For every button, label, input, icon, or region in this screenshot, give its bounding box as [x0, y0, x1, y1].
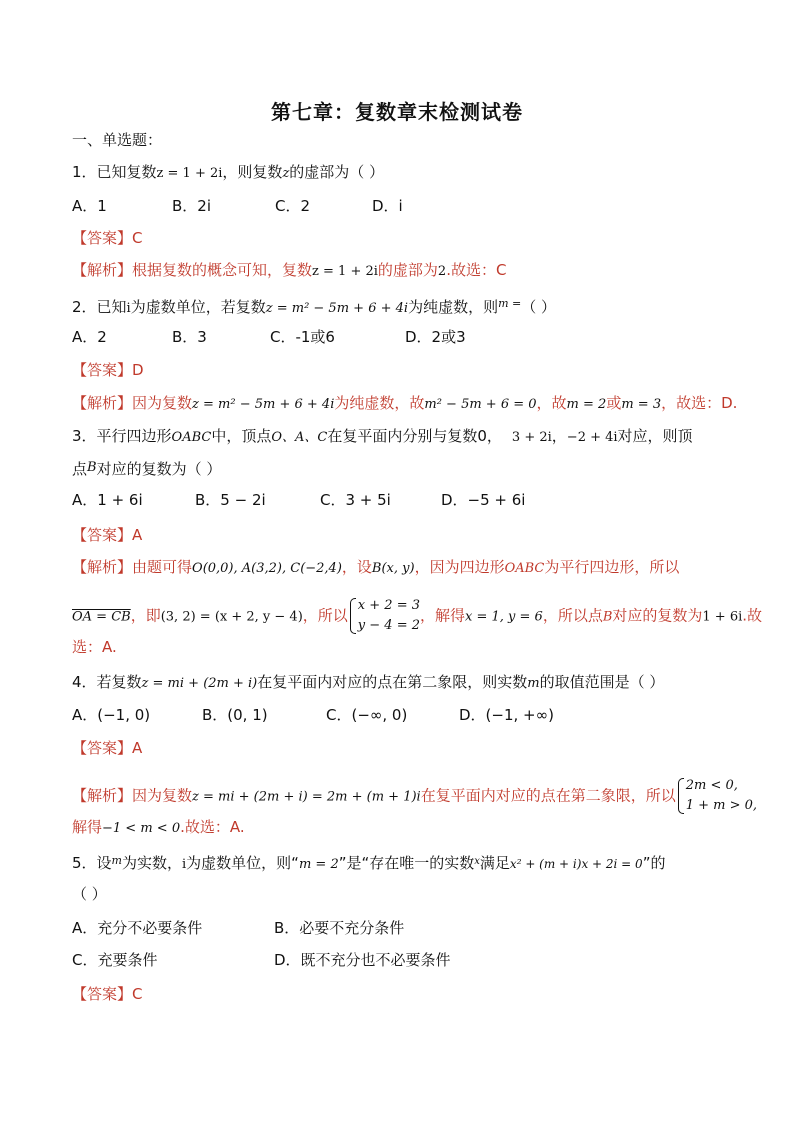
option-a: A．充分不必要条件: [72, 919, 203, 937]
math-variable: B: [87, 460, 97, 475]
text: 在复平面内分别与复数: [327, 427, 478, 445]
text: ，则复数: [222, 163, 283, 181]
question-3-stem-line1: [72, 426, 693, 448]
answer-label: 【答案】: [72, 526, 133, 544]
answer-label: 【答案】: [72, 985, 133, 1003]
question-4-answer: [72, 738, 142, 758]
question-4-analysis-line2: [72, 817, 245, 839]
text: 满足: [479, 854, 510, 872]
text: 的虚部为（ ）: [289, 163, 385, 181]
question-4-stem: [72, 672, 664, 694]
inequality-system: [676, 776, 757, 816]
text: 2．已知: [72, 298, 127, 316]
option-b: B．必要不充分条件: [274, 919, 405, 937]
math-variable: z: [282, 166, 290, 181]
option-d: D．(−1, +∞): [459, 706, 554, 724]
math-expression: x² + (m + i)x + 2i = 0: [509, 857, 643, 871]
question-3-analysis-line1: [72, 557, 679, 579]
option-c: C．-1或6: [270, 328, 335, 346]
math-expression: z = mi + (2m + i) = 2m + (m + 1)i: [192, 789, 421, 805]
answer-value: C: [132, 985, 143, 1003]
math-expression: m = 2: [298, 857, 339, 872]
question-2-analysis: [72, 393, 737, 415]
text: 在复平面内对应的点在第二象限，所以: [420, 786, 676, 805]
answer-value: A: [132, 526, 143, 544]
math-variable: OABC: [171, 430, 212, 445]
text: 为实数，: [121, 854, 182, 872]
math-variable: O、A、C: [271, 430, 328, 445]
answer-value: C: [132, 229, 143, 247]
text: ，解得: [420, 606, 466, 625]
answer-value: A: [132, 739, 143, 757]
text: 1．已知复数: [72, 163, 157, 181]
math-expression: m = 2: [566, 397, 607, 412]
text: ”是“存在唯一的实数: [338, 854, 475, 872]
option-c: C．充要条件: [72, 951, 158, 969]
text: 为纯虚数，故: [334, 394, 425, 412]
text: 或: [606, 394, 622, 412]
question-3-analysis-line3: 选：A.: [72, 638, 117, 656]
math-expression: x = 1, y = 6: [465, 609, 543, 625]
math-expression: m = 3: [621, 397, 662, 412]
text: 为纯虚数，则: [408, 298, 499, 316]
question-4-options: [72, 705, 554, 725]
math-expression: z = 1 + 2i: [312, 264, 378, 279]
answer-label: 【答案】: [72, 361, 133, 379]
option-c: C．3 + 5i: [320, 491, 391, 509]
text: 为平行四边形，所以: [544, 558, 680, 576]
math-variable: i: [126, 301, 131, 316]
page-title: 第七章：复数章末检测试卷: [271, 100, 523, 124]
math-variable: OABC: [504, 561, 545, 576]
text: 由题可得: [132, 558, 193, 576]
question-3-analysis-line2: [72, 596, 762, 636]
text: 根据复数的概念可知，复数: [132, 261, 313, 279]
math-variable: m: [111, 854, 122, 867]
option-c: C．(−∞, 0): [326, 706, 408, 724]
text: 解得: [72, 818, 103, 836]
text: （ ）: [521, 298, 557, 316]
analysis-label: 【解析】: [72, 786, 133, 805]
option-b: B．5 − 2i: [195, 491, 266, 509]
text: 中，顶点: [211, 427, 272, 445]
text: ，: [551, 427, 567, 445]
option-d: D．−5 + 6i: [441, 491, 526, 509]
system-row: y − 4 = 2: [357, 618, 420, 633]
math-expression: z = 1 + 2i: [156, 166, 223, 181]
text: ，因为四边形: [414, 558, 505, 576]
option-b: B．2i: [172, 197, 212, 215]
answer-label: 【答案】: [72, 229, 133, 247]
text: 为虚数单位，则“: [186, 854, 299, 872]
question-5-stem-line1: [72, 851, 665, 875]
question-1-stem: [72, 162, 384, 184]
math-variable: m: [527, 676, 540, 691]
math-expression: B(x, y): [371, 561, 415, 576]
text: .故选：C: [446, 261, 507, 279]
system-row: x + 2 = 3: [357, 598, 420, 613]
question-1-analysis: [72, 260, 506, 282]
option-a: A．1: [72, 197, 107, 215]
text: ，设: [341, 558, 372, 576]
text: 5．设: [72, 854, 112, 872]
analysis-label: 【解析】: [72, 394, 133, 412]
text: .故选：A.: [180, 818, 245, 836]
text: 因为复数: [132, 786, 193, 805]
text: 点: [72, 460, 88, 478]
question-4-analysis-line1: [72, 776, 757, 816]
option-d: D．2或3: [405, 328, 466, 346]
math-variable: x: [474, 856, 480, 867]
text: .故: [742, 606, 763, 625]
text: ，即: [130, 606, 161, 625]
question-2-stem: [72, 294, 556, 319]
vector-expression: OA = CB: [72, 609, 131, 625]
math-expression: 1 + 6i: [702, 609, 743, 625]
math-expression: −2 + 4i: [566, 430, 618, 445]
question-3-options: [72, 490, 525, 510]
question-2-answer: [72, 360, 144, 380]
math-variable: B: [602, 609, 613, 625]
question-5-answer: [72, 984, 143, 1004]
math-expression: 3 + 2i: [511, 430, 552, 445]
text: 为虚数单位，若复数: [130, 298, 266, 316]
question-3-answer: [72, 525, 142, 545]
system-row: 2m < 0,: [685, 778, 738, 793]
text: ，故: [536, 394, 567, 412]
option-a: A．1 + 6i: [72, 491, 143, 509]
option-d: D．i: [372, 197, 403, 215]
math-expression: −1 < m < 0: [102, 821, 181, 836]
question-5-stem-line2: （ ）: [72, 885, 107, 903]
text: 3．平行四边形: [72, 427, 172, 445]
math-variable: i: [182, 857, 187, 872]
question-2-options: [72, 327, 466, 347]
text: 4．若复数: [72, 673, 142, 691]
question-5-options-row2: [72, 950, 451, 970]
math-expression: m =: [498, 297, 522, 310]
option-b: B．3: [172, 328, 207, 346]
option-d: D．既不充分也不必要条件: [274, 951, 451, 969]
answer-label: 【答案】: [72, 739, 133, 757]
section-heading: 一、单选题：: [72, 131, 163, 149]
text: 的取值范围是（ ）: [539, 673, 665, 691]
question-1-options: [72, 196, 403, 216]
text: 0，: [477, 427, 502, 445]
text: ，故选：D.: [661, 394, 738, 412]
question-5-options-row1: [72, 918, 404, 938]
math-expression: (3, 2) = (x + 2, y − 4): [160, 609, 303, 625]
system-row: 1 + m > 0,: [685, 798, 758, 813]
text: 的虚部为: [377, 261, 438, 279]
text: 因为复数: [132, 394, 193, 412]
text: ”的: [642, 854, 666, 872]
math-expression: z = m² − 5m + 6 + 4i: [265, 301, 409, 316]
text: 对应的复数为: [612, 606, 703, 625]
option-c: C．2: [275, 197, 311, 215]
math-expression: z = mi + (2m + i): [141, 676, 258, 691]
math-expression: z = m² − 5m + 6 + 4i: [192, 397, 335, 412]
analysis-label: 【解析】: [72, 261, 133, 279]
text: 在复平面内对应的点在第二象限，则实数: [257, 673, 528, 691]
math-expression: O(0,0), A(3,2), C(−2,4): [192, 561, 342, 576]
question-3-stem-line2: [72, 458, 221, 479]
equation-system: [348, 596, 420, 636]
option-a: A．2: [72, 328, 107, 346]
option-b: B．(0, 1): [202, 706, 268, 724]
text: ，所以: [302, 606, 348, 625]
question-1-answer: [72, 228, 143, 248]
text: 对应的复数为（ ）: [96, 460, 222, 478]
option-a: A．(−1, 0): [72, 706, 151, 724]
text: ，所以点: [542, 606, 603, 625]
math-number: 2: [437, 264, 447, 279]
text: 对应，则顶: [617, 427, 693, 445]
math-expression: m² − 5m + 6 = 0: [424, 397, 537, 412]
answer-value: D: [132, 361, 144, 379]
analysis-label: 【解析】: [72, 558, 133, 576]
